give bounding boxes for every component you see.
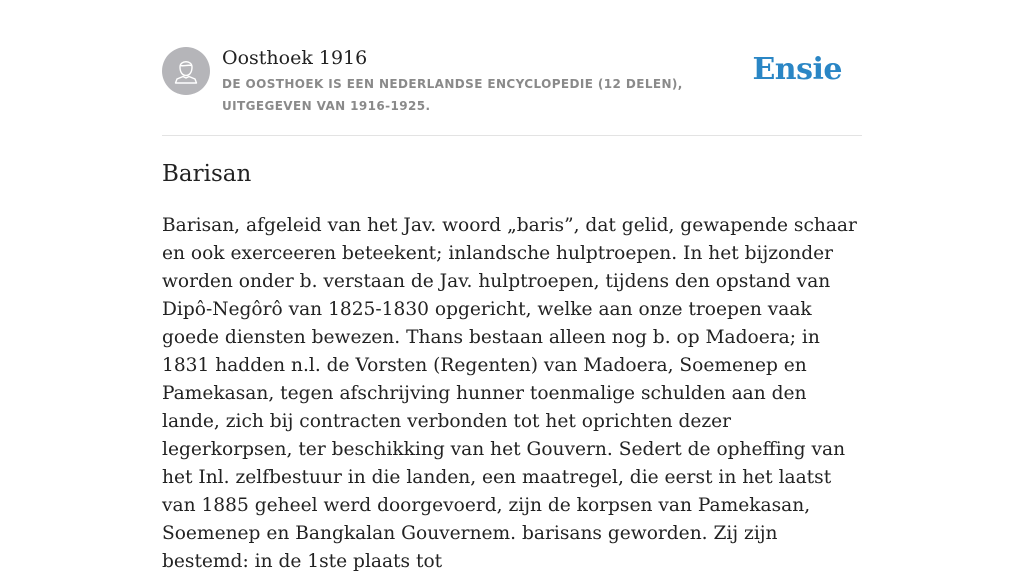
ensie-logo[interactable]: Ensie (752, 52, 842, 87)
source-description: DE OOSTHOEK IS EEN NEDERLANDSE ENCYCLOPEDIE (12 DELEN), UITGEGEVEN VAN 1916-1925. (222, 77, 683, 113)
header-divider (162, 135, 862, 136)
source-title[interactable]: Oosthoek 1916 (222, 47, 368, 69)
source-header (162, 46, 862, 116)
avatar[interactable] (162, 47, 210, 95)
article-body: Barisan, afgeleid van het Jav. woord „baris”, dat gelid, gewapende schaar en ook exerceeren beteekent; inlandsche hulptroepen. In het bijzonder worden onder b. verstaan de Jav. hulptroepen, tijdens den opstand van Dipô-Negôrô van 1825-1830 opgericht, welke aan onze troepen vaak goede diensten bewezen. Thans bestaan alleen nog b. op Madoera; in 1831 hadden n.l. de Vorsten (Regenten) van Madoera, Soemenep en Pamekasan, tegen afschrijving hunner toenmalige schulden aan den lande, zich bij contracten verbonden tot het oprichten dezer legerkorpsen, ter beschikking van het Gouvern. Sedert de opheffing van het Inl. zelfbestuur in die landen, een maatregel, die eerst in het laatst van 1885 geheel werd doorgevoerd, zijn de korpsen van Pamekasan, Soemenep en Bangkalan Gouvernem. barisans geworden. Zij zijn bestemd: in de 1ste plaats tot (162, 215, 857, 572)
user-icon (162, 47, 210, 95)
article-title: Barisan (162, 161, 252, 187)
